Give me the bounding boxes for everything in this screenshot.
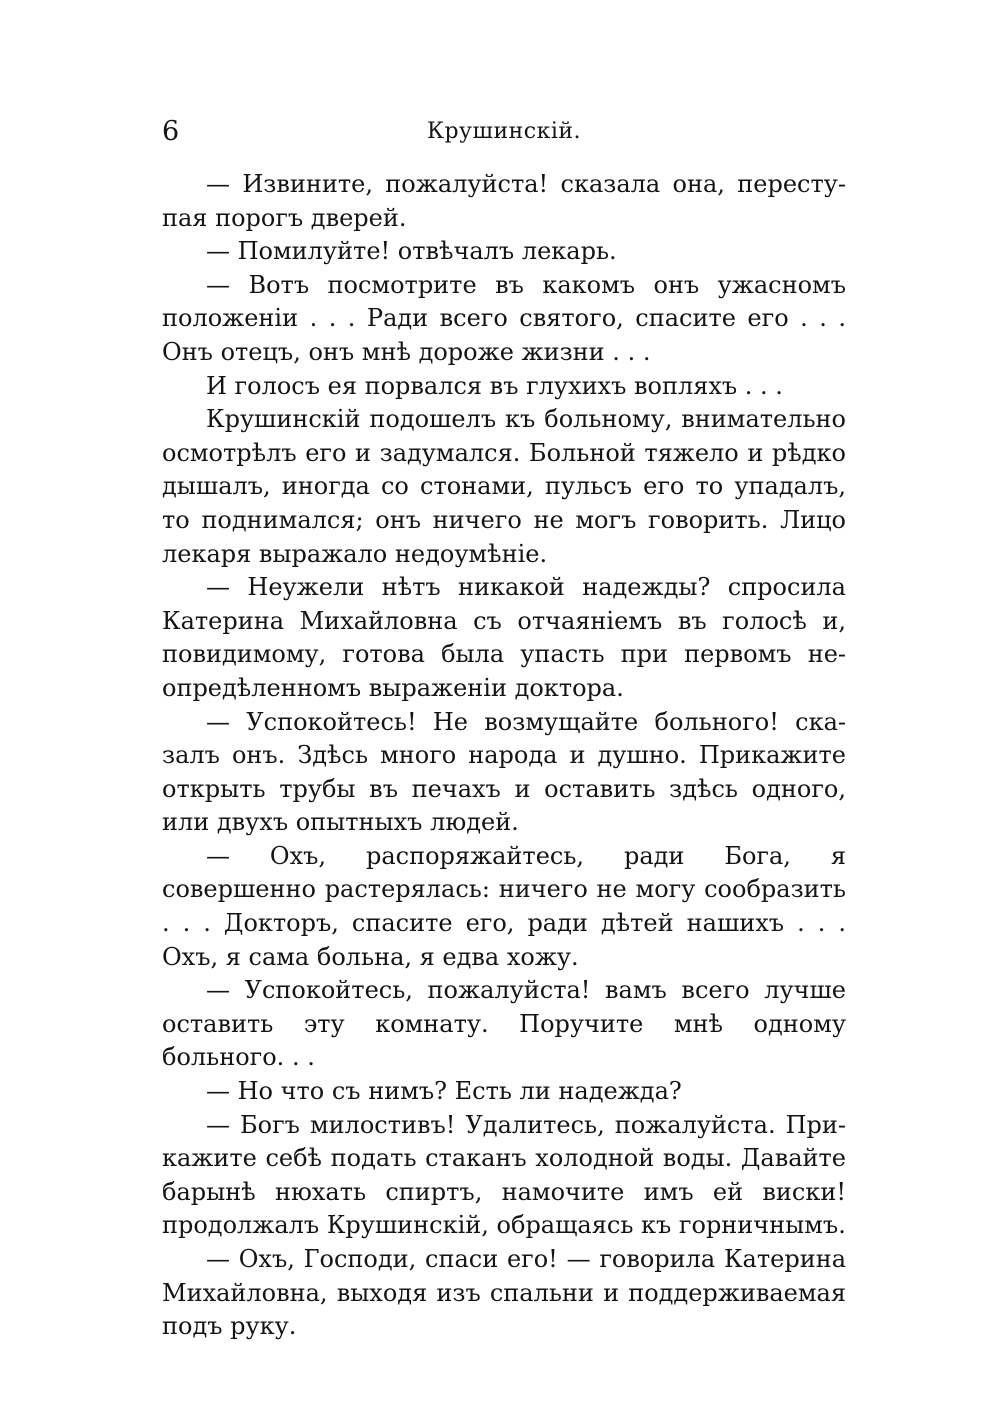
- paragraph: — Вотъ посмотрите въ какомъ онъ ужасномъ положенiи . . . Ради всего святого, спасите его . . . Онъ отецъ, онъ мнѣ дороже жизни . . .: [162, 270, 846, 366]
- paragraph: — Успокойтесь! Не возмущайте больного! сказалъ онъ. Здѣсь много народа и душно. Прикажите открыть трубы въ печахъ и оставить здѣсь одного, или двухъ опытныхъ людей.: [162, 707, 846, 837]
- paragraph: — Но что съ нимъ? Есть ли надежда?: [206, 1077, 682, 1106]
- paragraph: И голосъ ея порвался въ глухихъ вопляхъ . . .: [206, 371, 783, 400]
- paragraph: — Богъ милостивъ! Удалитесь, пожалуйста. Прикажите себѣ подать стаканъ холодной воды. Давайте барынѣ нюхать спиртъ, намочите имъ ей виски! продолжалъ Крушинскiй, обращаясь къ горничнымъ.: [162, 1110, 846, 1240]
- paragraph: — Успокойтесь, пожалуйста! вамъ всего лучше оставить эту комнату. Поручите мнѣ одному больного. . .: [162, 976, 846, 1072]
- paragraph: — Извините, пожалуйста! сказала она, переступая порогъ дверей.: [162, 170, 846, 232]
- paragraph: — Неужели нѣтъ никакой надежды? спросила Катерина Михайловна съ отчаянiемъ въ голосѣ и, повидимому, готова была упасть при первомъ неопредѣленномъ выраженiи доктора.: [162, 573, 846, 702]
- paragraph: — Охъ, Господи, спаси его! — говорила Катерина Михайловна, выходя изъ спальни и поддерживаемая подъ руку.: [162, 1245, 846, 1341]
- running-title: Крушинскiй.: [426, 119, 582, 144]
- paragraph: — Помилуйте! отвѣчалъ лекарь.: [206, 237, 617, 266]
- page-header: [162, 112, 846, 152]
- paragraph: — Охъ, распоряжайтесь, ради Бога, я совершенно растерялась: ничего не могу сообразить . . . Докторъ, спасите его, ради дѣтей нашихъ . . . Охъ, я сама больна, я едва хожу.: [162, 841, 846, 971]
- body-text: [162, 168, 846, 1344]
- page-number: 6: [162, 116, 180, 147]
- paragraph: Крушинскiй подошелъ къ больному, внимательно осмотрѣлъ его и задумался. Больной тяжело и рѣдко дышалъ, иногда со стонами, пульсъ его то упадалъ, то поднимался; онъ ничего не могъ говорить. Лицо лекаря выражало недоумѣнiе.: [162, 405, 846, 568]
